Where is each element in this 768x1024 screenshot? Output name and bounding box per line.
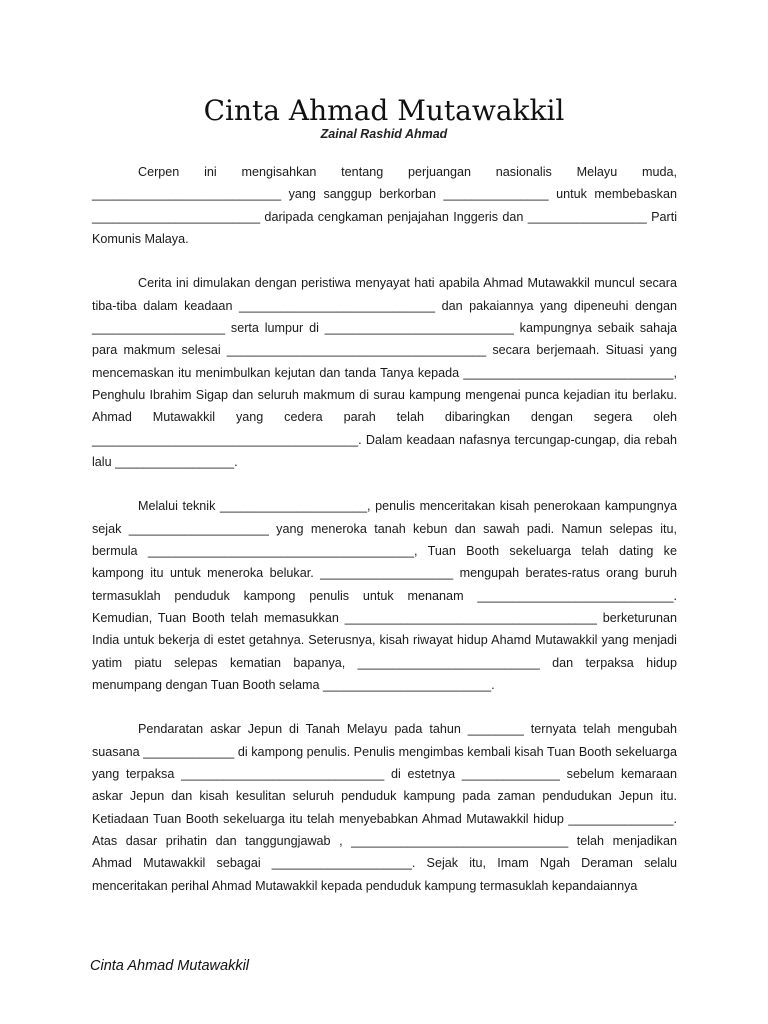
document-body: [92, 161, 677, 919]
paragraph-4: Pendaratan askar Jepun di Tanah Melayu pada tahun ________ ternyata telah mengubah suasana _____________ di kampong penulis. Penulis mengimbas kembali kisah Tuan Booth sekeluarga yang terpaksa _____________________________ di estetnya ______________ sebelum kemaraan askar Jepun dan kisah kesulitan seluruh penduduk kampung pada zaman pendudukan Jepun itu. Ketiadaan Tuan Booth sekeluarga itu telah menyebabkan Ahmad Mutawakkil hidup _______________. Atas dasar prihatin dan tanggungjawab , _______________________________ telah menjadikan Ahmad Mutawakkil sebagai ____________________. Sejak itu, Imam Ngah Deraman selalu menceritakan perihal Ahmad Mutawakkil kepada penduduk kampung termasuklah kepandaiannya: [92, 722, 677, 893]
paragraph-2: Cerita ini dimulakan dengan peristiwa menyayat hati apabila Ahmad Mutawakkil muncul secara tiba-tiba dalam keadaan ____________________________ dan pakaiannya yang dipeneuhi dengan ___________________ serta lumpur di ___________________________ kampungnya sebaik sahaja para makmum selesai _____________________________________ secara berjemaah. Situasi yang mencemaskan itu menimbulkan kejutan dan tanda Tanya kepada ______________________________, Penghulu Ibrahim Sigap dan seluruh makmum di surau kampung mengenai punca kejadian itu berlaku. Ahmad Mutawakkil yang cedera parah telah dibaringkan dengan segera oleh ______________________________________. Dalam keadaan nafasnya tercungap-cungap, dia rebah lalu _________________.: [92, 276, 677, 469]
paragraph-3: Melalui teknik _____________________, penulis menceritakan kisah penerokaan kampungnya sejak ____________________ yang meneroka tanah kebun dan sawah padi. Namun selepas itu, bermula ______________________________________, Tuan Booth sekeluarga telah dating ke kampong itu untuk meneroka belukar. ___________________ mengupah berates-ratus orang buruh termasuklah penduduk kampong penulis untuk menanam ____________________________. Kemudian, Tuan Booth telah memasukkan ____________________________________ berketurunan India untuk bekerja di estet getahnya. Seterusnya, kisah riwayat hidup Ahamd Mutawakkil yang menjadi yatim piatu selepas kematian bapanya, __________________________ dan terpaksa hidup menumpang dengan Tuan Booth selama ________________________.: [92, 499, 677, 692]
document-title: Cinta Ahmad Mutawakkil: [203, 94, 565, 127]
page-footer: Cinta Ahmad Mutawakkil: [90, 958, 250, 974]
document-author: Zainal Rashid Ahmad: [320, 127, 448, 141]
paragraph-1: Cerpen ini mengisahkan tentang perjuangan nasionalis Melayu muda, ___________________________ yang sanggup berkorban _______________ untuk membebaskan ________________________ daripada cengkaman penjajahan Inggeris dan _________________ Parti Komunis Malaya.: [92, 165, 677, 246]
